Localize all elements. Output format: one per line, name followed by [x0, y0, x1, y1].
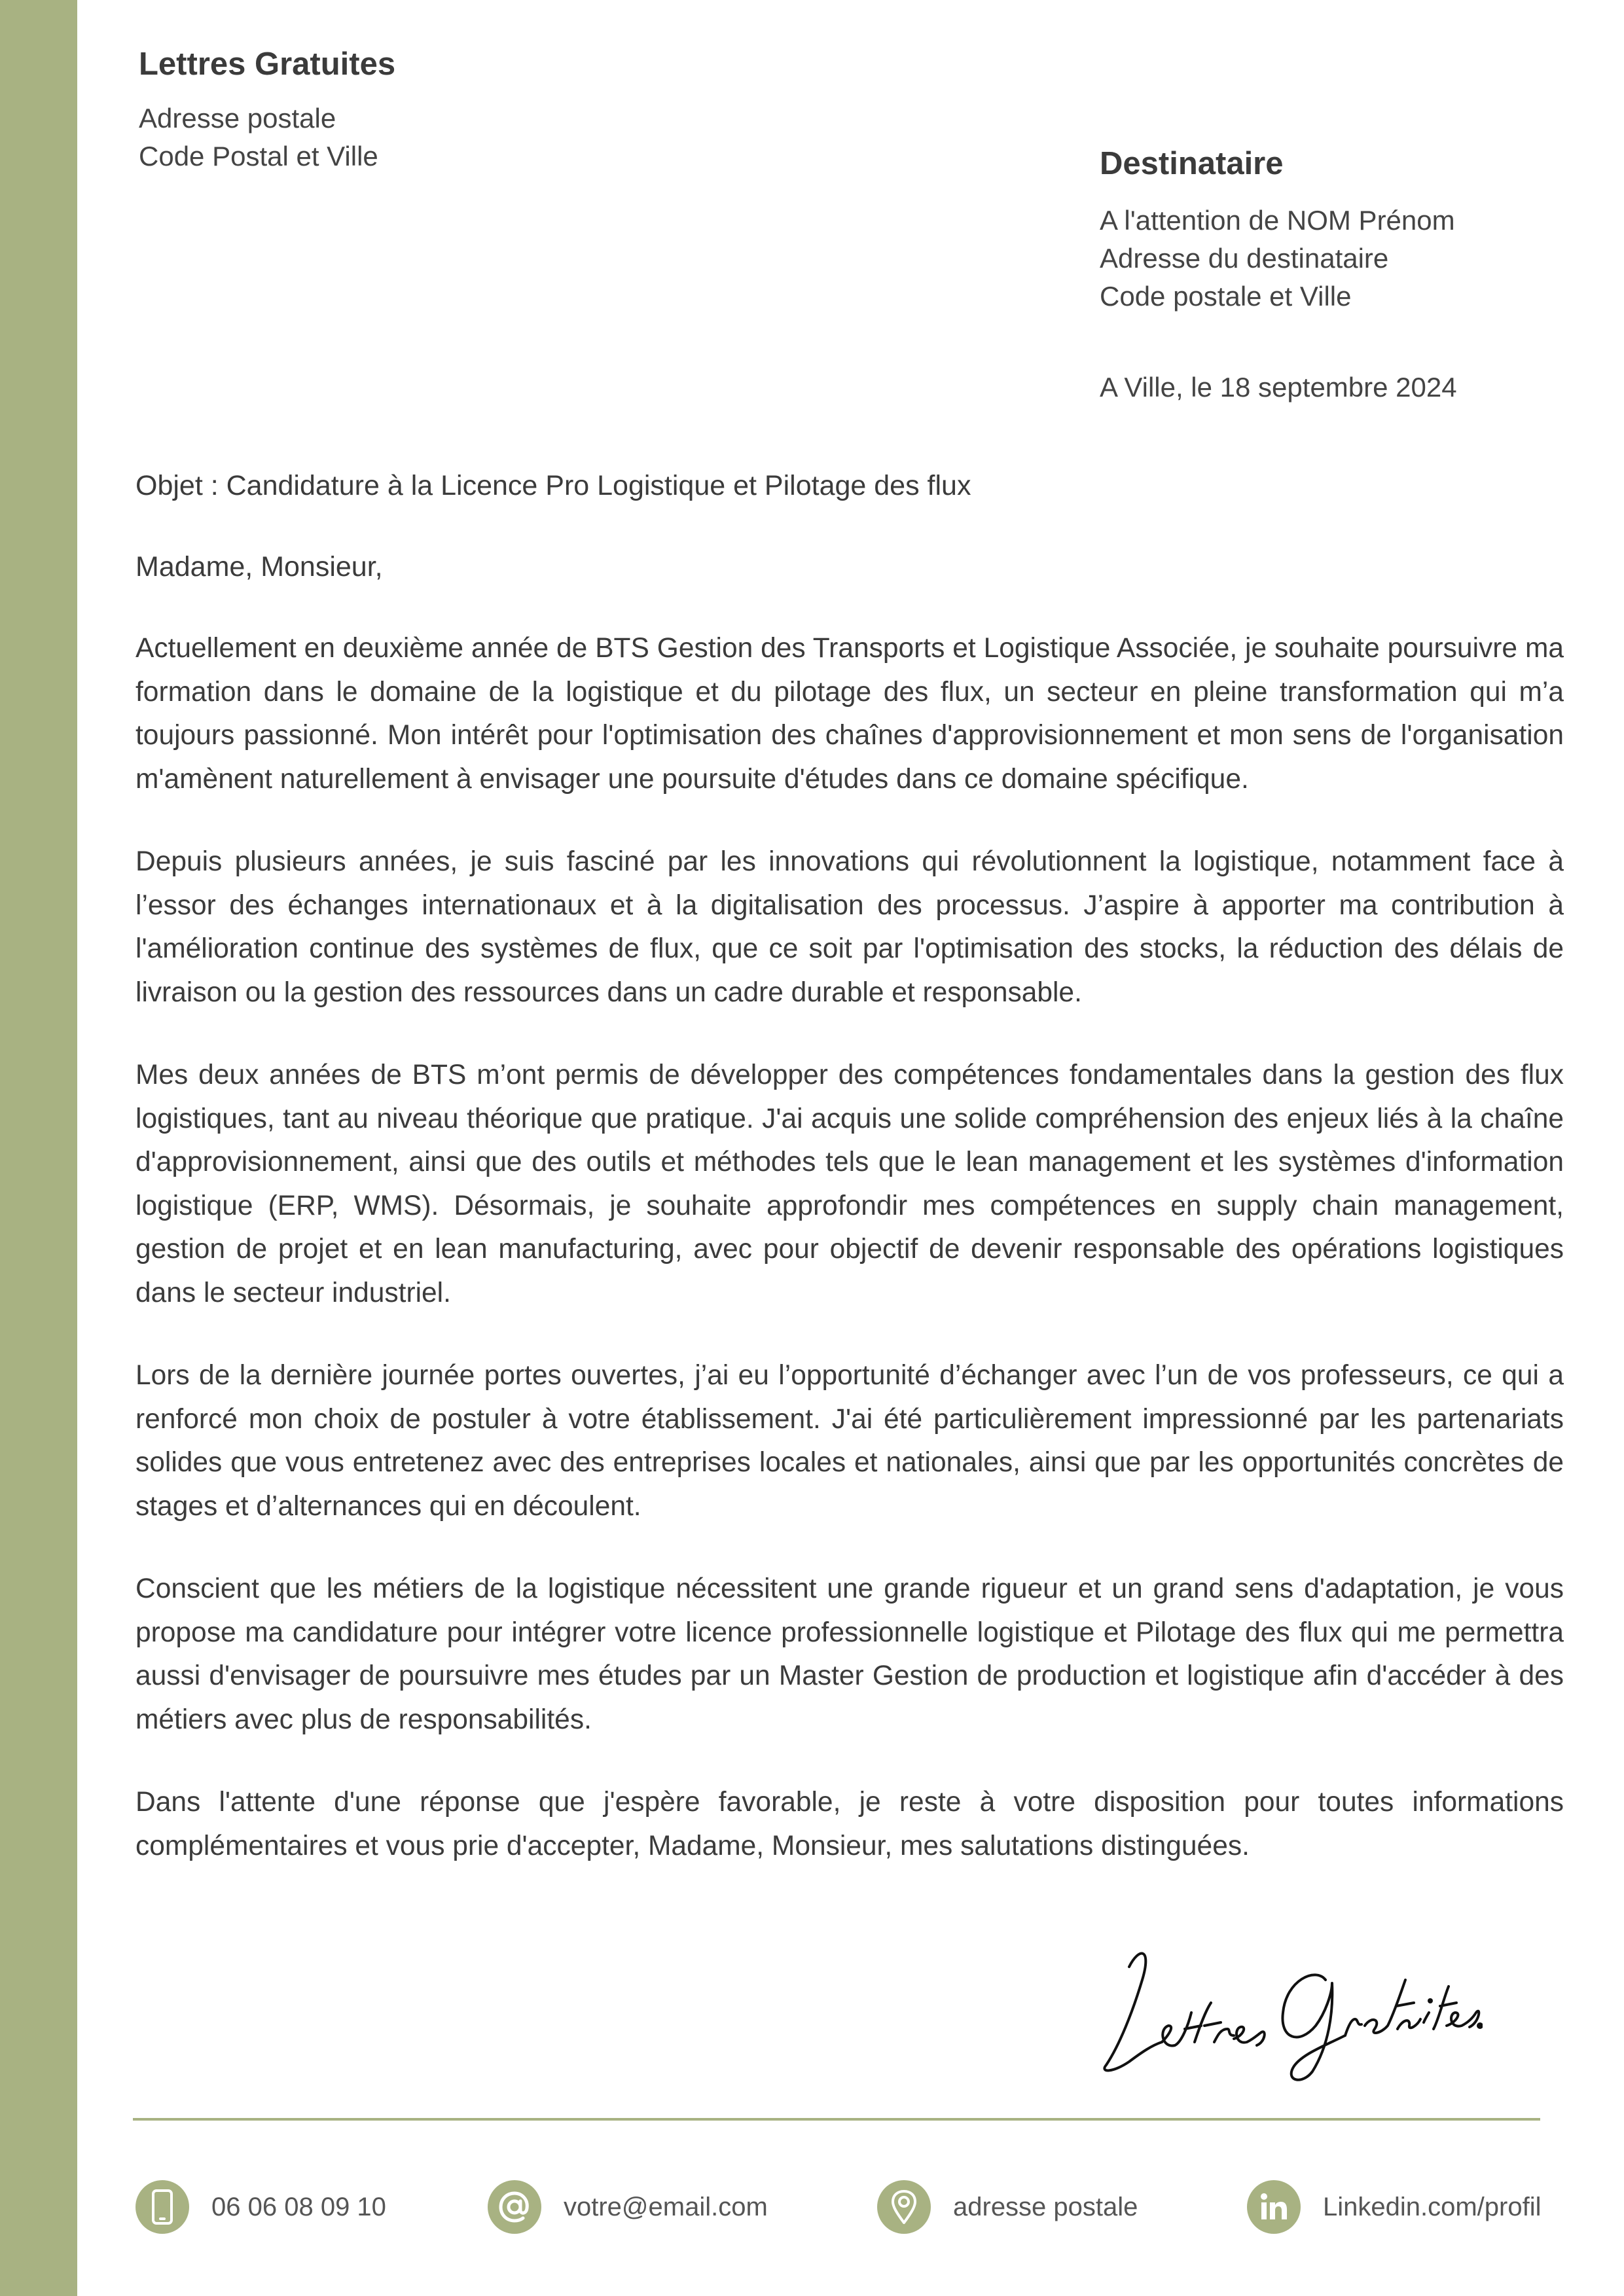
contact-phone-text: 06 06 08 09 10	[211, 2192, 386, 2221]
contact-linkedin	[1247, 2179, 1542, 2234]
sender-block	[139, 46, 395, 175]
body-paragraph: Depuis plusieurs années, je suis fasciné par les innovations qui révolutionnent la logistique, notamment face à l’essor des échanges internationaux et à la digitalisation des processus. J’aspire à apporter ma contribution à l'amélioration continue des systèmes de flux, que ce soit par l'optimisation des stocks, la réduction des délais de livraison ou la gestion des ressources dans un cadre durable et responsable.	[135, 846, 1564, 1008]
recipient-block	[1100, 145, 1455, 315]
body-paragraph: Actuellement en deuxième année de BTS Gestion des Transports et Logistique Associée, je souhaite poursuivre ma formation dans le domaine de la logistique et du pilotage des flux, un secteur en pleine transformation qui m’a toujours passionné. Mon intérêt pour l'optimisation des chaînes d'approvisionnement et mon sens de l'organisation m'amènent naturellement à envisager une poursuite d'études dans ce domaine spécifique.	[135, 633, 1564, 795]
handwritten-signature	[1090, 1921, 1483, 2085]
body-paragraph: Mes deux années de BTS m’ont permis de développer des compétences fondamentales dans la gestion des flux logistiques, tant au niveau théorique que pratique. J'ai acquis une solide compréhension des enjeux liés à la chaîne d'approvisionnement, ainsi que des outils et méthodes tels que le lean management et les systèmes d'information logistique (ERP, WMS). Désormais, je souhaite approfondir mes compétences en supply chain management, gestion de projet et en lean manufacturing, avec pour objectif de devenir responsable des opérations logistiques dans le secteur industriel.	[135, 1060, 1564, 1308]
recipient-title: Destinataire	[1100, 146, 1284, 181]
sender-address: Adresse postale	[139, 103, 336, 134]
letter-body	[135, 627, 1564, 1907]
signature-dot	[1428, 1998, 1433, 2003]
recipient-attention: A l'attention de NOM Prénom	[1100, 205, 1455, 236]
recipient-city: Code postale et Ville	[1100, 281, 1352, 312]
body-paragraph: Lors de la dernière journée portes ouvertes, j’ai eu l’opportunité d’échanger avec l’un de vos professeurs, ce qui a renforcé mon choix de postuler à votre établissement. J'ai été particulièrement impressionné par les partenariats solides que vous entretenez avec des entreprises locales et nationales, ainsi que par les opportunités concrètes de stages et d’alternances qui en découlent.	[135, 1360, 1564, 1522]
letter-date: A Ville, le 18 septembre 2024	[1100, 372, 1457, 403]
body-paragraph: Dans l'attente d'une réponse que j'espère favorable, je reste à votre disposition pour toutes informations complémentaires et vous prie d'accepter, Madame, Monsieur, mes salutations distinguées.	[135, 1787, 1564, 1861]
sender-city: Code Postal et Ville	[139, 141, 378, 171]
phone-icon	[135, 2180, 189, 2234]
letter-subject: Objet : Candidature à la Licence Pro Logistique et Pilotage des flux	[135, 470, 971, 501]
contact-footer	[0, 2179, 1624, 2245]
contact-linkedin-text[interactable]: Linkedin.com/profil	[1323, 2192, 1542, 2221]
footer-divider	[133, 2118, 1540, 2121]
signature-drawing	[1090, 1921, 1483, 2085]
side-accent-stripe	[0, 0, 77, 2296]
contact-email	[488, 2179, 768, 2234]
contact-email-text[interactable]: votre@email.com	[564, 2192, 768, 2221]
at-icon	[488, 2180, 541, 2234]
contact-address	[877, 2179, 1138, 2234]
signature-period	[1477, 2022, 1483, 2029]
recipient-address: Adresse du destinataire	[1100, 243, 1389, 274]
location-pin-icon	[877, 2180, 931, 2234]
body-paragraph: Conscient que les métiers de la logistique nécessitent une grande rigueur et un grand sens d'adaptation, je vous propose ma candidature pour intégrer votre licence professionnelle logistique et Pilotage des flux qui me permettra aussi d'envisager de poursuivre mes études par un Master Gestion de production et logistique afin d'accéder à des métiers avec plus de responsabilités.	[135, 1573, 1564, 1735]
sender-name: Lettres Gratuites	[139, 46, 396, 82]
contact-address-text: adresse postale	[953, 2192, 1138, 2221]
contact-phone	[135, 2179, 386, 2234]
linkedin-icon	[1247, 2180, 1301, 2234]
letter-salutation: Madame, Monsieur,	[135, 551, 383, 583]
